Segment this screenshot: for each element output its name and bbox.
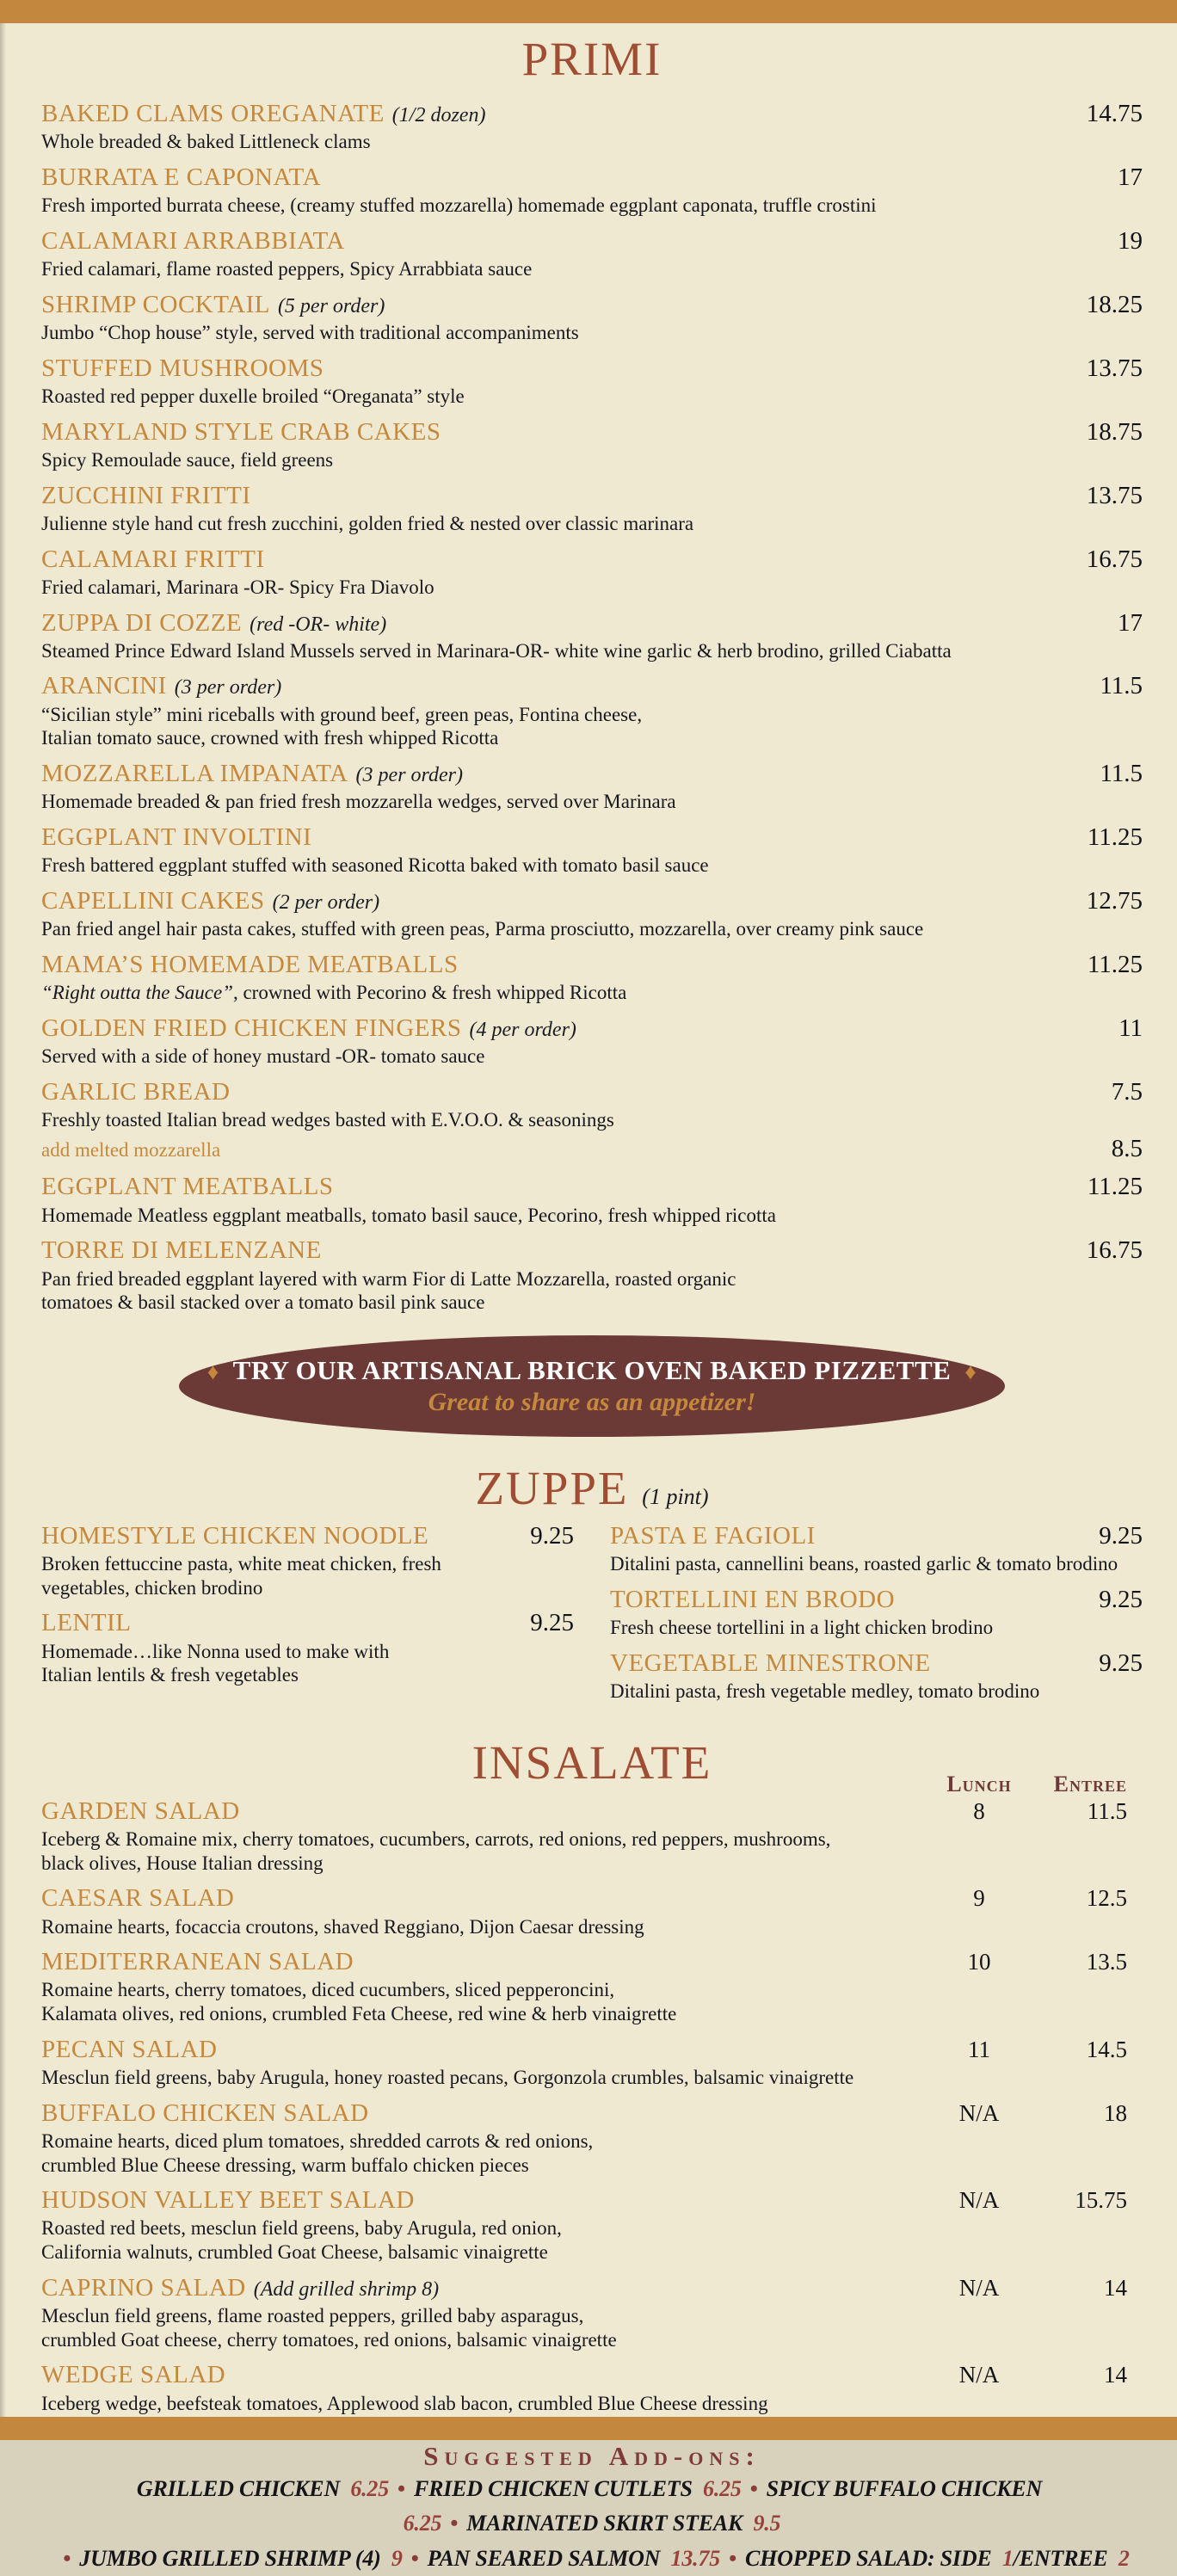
menu-item (41, 1236, 1143, 1315)
menu-item-header (41, 951, 1143, 979)
item-description: Ditalini pasta, fresh vegetable medley, tomato brodino (610, 1680, 1040, 1703)
menu-item-header (610, 1649, 1143, 1678)
salad-item (41, 2186, 1143, 2265)
menu-item (41, 291, 1143, 345)
addon-name: MARINATED SKIRT STEAK (466, 2511, 743, 2536)
menu-item (41, 100, 1143, 154)
salad-item (41, 2036, 1143, 2090)
bullet-separator: • (410, 2545, 419, 2571)
menu-item-header (41, 887, 1143, 915)
item-note: (4 per order) (469, 1018, 576, 1041)
salad-item (41, 1884, 1143, 1938)
item-name: ARANCINI (41, 672, 167, 700)
item-description: Pan fried angel hair pasta cakes, stuffed with green peas, Parma prosciutto, mozzarella, over creamy pink sauce (41, 918, 924, 940)
menu-item-header (41, 354, 1143, 383)
menu-item (41, 823, 1143, 878)
item-name: BUFFALO CHICKEN SALAD (41, 2098, 369, 2127)
diamond-icon: ♦ (964, 1359, 977, 1384)
primi-section-title: PRIMI (521, 33, 662, 85)
salad-item (41, 1797, 1143, 1876)
addon-name: CHOPPED SALAD: SIDE (744, 2545, 992, 2571)
item-addon-label: add melted mozzarella (41, 1138, 221, 1161)
menu-item (610, 1522, 1143, 1576)
addon-name: JUMBO GRILLED SHRIMP (4) (79, 2545, 381, 2571)
item-description: Pan fried breaded eggplant layered with warm Fior di Latte Mozzarella, roasted organic tomatoes & basil stacked over a tomato basil pink sauce (41, 1267, 736, 1314)
menu-item-header (41, 291, 1143, 319)
entree-price: 12.5 (1086, 1885, 1127, 1912)
banner-headline (194, 1355, 990, 1386)
item-description: Fresh imported burrata cheese, (creamy stuffed mozzarella) homemade eggplant caponata, truffle crostini (41, 194, 877, 217)
item-price: 9.25 (530, 1521, 574, 1550)
item-name: TORRE DI MELENZANE (41, 1236, 322, 1265)
item-name: HOMESTYLE CHICKEN NOODLE (41, 1521, 429, 1550)
item-price: 18.75 (1086, 417, 1143, 446)
menu-item (41, 887, 1143, 941)
zuppe-title-note: (1 pint) (642, 1483, 709, 1509)
item-price: 9.25 (530, 1609, 574, 1637)
item-name: MEDITERRANEAN SALAD (41, 1948, 354, 1976)
addon-price: 2 (1112, 2545, 1130, 2571)
item-name: GARLIC BREAD (41, 1077, 231, 1106)
item-description: Iceberg wedge, beefsteak tomatoes, Applewood slab bacon, crumbled Blue Cheese dressing (41, 2392, 768, 2414)
item-name: CAESAR SALAD (41, 1884, 235, 1913)
item-description: Julienne style hand cut fresh zucchini, golden fried & nested over classic marinara (41, 512, 694, 534)
menu-item-header (610, 1522, 1143, 1550)
menu-item (41, 1078, 1143, 1164)
item-description: Homemade breaded & pan fried fresh mozzarella wedges, served over Marinara (41, 791, 676, 813)
salad-item-header (41, 2036, 1143, 2064)
item-price: 9.25 (1099, 1649, 1143, 1677)
item-description: Ditalini pasta, cannellini beans, roasted garlic & tomato brodino (610, 1553, 1118, 1575)
item-name: GARDEN SALAD (41, 1796, 240, 1825)
item-description: Mesclun field greens, flame roasted peppers, grilled baby asparagus, crumbled Goat cheese, cherry tomatoes, red onions, balsamic vinaigrette (41, 2305, 617, 2351)
entree-price: 18 (1104, 2099, 1127, 2126)
banner-headline-text: TRY OUR ARTISANAL BRICK OVEN BAKED PIZZETTE (232, 1354, 952, 1385)
entree-price: 13.5 (1086, 1949, 1127, 1975)
entree-price: 14 (1104, 2362, 1127, 2388)
addon-price: 9 (385, 2545, 403, 2571)
item-name: CAPELLINI CAKES (41, 886, 265, 915)
item-description: Romaine hearts, cherry tomatoes, diced cucumbers, sliced pepperoncini, Kalamata olives, red onions, crumbled Feta Cheese, red wine & herb vinaigrette (41, 1979, 677, 2025)
item-price: 13.75 (1086, 354, 1143, 382)
item-description: Fried calamari, Marinara -OR- Spicy Fra Diavolo (41, 576, 434, 598)
item-description: Steamed Prince Edward Island Mussels served in Marinara-OR- white wine garlic & herb brodino, grilled Ciabatta (41, 639, 952, 662)
menu-item (41, 951, 1143, 1005)
menu-item-header (41, 227, 1143, 256)
item-price: 11.25 (1087, 1173, 1143, 1201)
item-price: 9.25 (1099, 1521, 1143, 1550)
item-description: Fried calamari, flame roasted peppers, Spicy Arrabbiata sauce (41, 258, 533, 280)
item-name: HUDSON VALLEY BEET SALAD (41, 2186, 415, 2215)
item-note: (5 per order) (277, 294, 385, 317)
zuppe-right-column (610, 1522, 1143, 1713)
addon-name: /ENTREE (1013, 2545, 1108, 2571)
insalate-header (41, 1735, 1143, 1797)
item-description: Broken fettuccine pasta, white meat chicken, fresh vegetables, chicken brodino (41, 1553, 441, 1599)
menu-item (41, 1522, 574, 1600)
menu-item (41, 760, 1143, 814)
item-price: 11.25 (1087, 950, 1143, 978)
menu-item (41, 672, 1143, 750)
item-price: 16.75 (1086, 545, 1143, 573)
item-note: (3 per order) (355, 763, 463, 786)
menu-item-header (41, 1609, 574, 1637)
item-price: 16.75 (1086, 1236, 1143, 1265)
item-price: 11.5 (1100, 759, 1143, 787)
menu-item-header (41, 823, 1143, 852)
addon-price: 1 (996, 2545, 1014, 2571)
item-name: EGGPLANT INVOLTINI (41, 823, 312, 851)
lunch-price: N/A (958, 2187, 1000, 2214)
item-price: 9.25 (1099, 1585, 1143, 1613)
menu-item-header (41, 163, 1143, 192)
item-name: GOLDEN FRIED CHICKEN FINGERS (41, 1014, 462, 1042)
item-name: BAKED CLAMS OREGANATE (41, 100, 385, 127)
bullet-separator: • (749, 2476, 758, 2502)
menu-item-header (41, 1078, 1143, 1106)
item-description: Romaine hearts, diced plum tomatoes, shredded carrots & red onions, crumbled Blue Cheese dressing, warm buffalo chicken pieces (41, 2129, 594, 2176)
lunch-price: 8 (973, 1797, 985, 1824)
salad-item-header (41, 1948, 1143, 1976)
menu-item (610, 1649, 1143, 1704)
primi-item-list (41, 100, 1143, 1315)
item-price: 13.75 (1086, 481, 1143, 509)
bullet-separator: • (729, 2545, 736, 2571)
menu-item (41, 482, 1143, 536)
item-name: MOZZARELLA IMPANATA (41, 759, 348, 787)
insalate-section-title: INSALATE (471, 1735, 712, 1789)
item-price: 17 (1118, 163, 1143, 191)
item-description: Spicy Remoulade sauce, field greens (41, 449, 334, 471)
item-name: WEDGE SALAD (41, 2361, 226, 2389)
menu-item-header (41, 609, 1143, 638)
item-name: CALAMARI ARRABBIATA (41, 226, 345, 255)
item-description: Roasted red beets, mesclun field greens, baby Arugula, red onion, California walnuts, crumbled Goat Cheese, balsamic vinaigrette (41, 2217, 562, 2264)
menu-item (41, 609, 1143, 663)
top-border-bar (0, 0, 1177, 23)
zuppe-left-column (41, 1522, 574, 1713)
addon-price: 6.25 (403, 2511, 442, 2536)
item-description: “Right outta the Sauce”, crowned with Pecorino & fresh whipped Ricotta (41, 982, 627, 1004)
zuppe-section-title (41, 1461, 1143, 1515)
bullet-separator: • (450, 2511, 459, 2536)
entree-price: 15.75 (1075, 2187, 1127, 2214)
menu-item (41, 1609, 574, 1687)
menu-item-header (41, 418, 1143, 447)
item-name: ZUPPA DI COZZE (41, 608, 243, 637)
item-name: VEGETABLE MINESTRONE (610, 1649, 931, 1677)
item-price: 7.5 (1111, 1077, 1143, 1106)
entree-column-header: Entree (1053, 1771, 1127, 1796)
addons-title: Suggested Add-ons: (423, 2441, 761, 2472)
lunch-column-header: Lunch (946, 1771, 1012, 1796)
item-name: BURRATA E CAPONATA (41, 163, 322, 191)
addon-name: FRIED CHICKEN CUTLETS (413, 2476, 693, 2502)
item-description: Fresh cheese tortellini in a light chicken brodino (610, 1617, 994, 1639)
addon-name: GRILLED CHICKEN (136, 2476, 341, 2502)
lunch-price: N/A (958, 2274, 1000, 2301)
item-price: 19 (1118, 226, 1143, 255)
salad-item-header (41, 2186, 1143, 2215)
menu-item-header (41, 545, 1143, 574)
salad-item-header (41, 2274, 1143, 2302)
item-name: SHRIMP COCKTAIL (41, 290, 270, 318)
menu-item-header (41, 1236, 1143, 1265)
bottom-border-bar (0, 2417, 1177, 2440)
lunch-price: 10 (967, 1949, 991, 1975)
item-description: Homemade…like Nonna used to make with Italian lentils & fresh vegetables (41, 1640, 390, 1686)
item-name: STUFFED MUSHROOMS (41, 354, 324, 382)
addon-price: 6.25 (697, 2476, 742, 2502)
salad-item-header (41, 1884, 1143, 1913)
item-name: MARYLAND STYLE CRAB CAKES (41, 417, 441, 446)
menu-item-header (41, 672, 1143, 700)
item-name: EGGPLANT MEATBALLS (41, 1173, 334, 1201)
addon-name: PAN SEARED SALMON (427, 2545, 661, 2571)
salad-item-header (41, 1797, 1143, 1826)
addon-price: 6.25 (345, 2476, 390, 2502)
item-note: (3 per order) (174, 676, 282, 699)
item-name: TORTELLINI EN BRODO (610, 1585, 896, 1613)
item-description: Mesclun field greens, baby Arugula, honey roasted pecans, Gorgonzola crumbles, balsamic vinaigrette (41, 2067, 854, 2089)
item-name: PASTA E FAGIOLI (610, 1521, 816, 1550)
salad-item (41, 2274, 1143, 2352)
menu-item (41, 545, 1143, 600)
menu-item-header (41, 1014, 1143, 1043)
bullet-separator: • (397, 2476, 405, 2502)
item-note: (2 per order) (272, 891, 380, 914)
salad-item-header (41, 2099, 1143, 2128)
item-description: Roasted red pepper duxelle broiled “Oreganata” style (41, 385, 465, 408)
item-price: 18.25 (1086, 290, 1143, 318)
lunch-price: N/A (958, 2099, 1000, 2126)
item-price: 14.75 (1086, 100, 1143, 127)
menu-item (610, 1586, 1143, 1640)
lunch-price: 9 (973, 1885, 985, 1912)
salad-item (41, 2099, 1143, 2178)
item-note: (1/2 dozen) (391, 104, 486, 126)
salad-item (41, 1948, 1143, 2026)
menu-item-header (41, 1522, 574, 1550)
item-name: CALAMARI FRITTI (41, 545, 265, 573)
addon-price: 9.5 (748, 2511, 781, 2536)
menu-content (41, 23, 1143, 2576)
item-name: PECAN SALAD (41, 2035, 218, 2063)
entree-price: 14.5 (1086, 2036, 1127, 2062)
item-name: LENTIL (41, 1609, 132, 1637)
lunch-price: N/A (958, 2362, 1000, 2388)
pizzette-banner (179, 1335, 1005, 1437)
item-description: Freshly toasted Italian bread wedges basted with E.V.O.O. & seasonings (41, 1109, 614, 1131)
item-price: 12.75 (1086, 886, 1143, 915)
addon-price: 13.75 (665, 2545, 721, 2571)
insalate-item-list (41, 1797, 1143, 2415)
salad-item-header (41, 2361, 1143, 2389)
menu-item-header (610, 1586, 1143, 1614)
item-description: “Sicilian style” mini riceballs with ground beef, green peas, Fontina cheese, Italian tomato sauce, crowned with fresh whipped Ricotta (41, 703, 643, 749)
menu-item (41, 163, 1143, 218)
item-name: CAPRINO SALAD (41, 2273, 246, 2302)
menu-item (41, 354, 1143, 409)
menu-item (41, 1173, 1143, 1227)
item-description: Homemade Meatless eggplant meatballs, tomato basil sauce, Pecorino, fresh whipped ricotta (41, 1204, 776, 1226)
banner-subline: Great to share as an appetizer! (428, 1387, 756, 1416)
item-description-italic: “Right outta the Sauce” (41, 982, 233, 1004)
item-addon-price: 8.5 (1111, 1134, 1143, 1162)
menu-item-header (41, 1173, 1143, 1201)
suggested-addons (41, 2441, 1143, 2576)
addons-line-1 (41, 2472, 1143, 2542)
menu-item (41, 418, 1143, 472)
item-price: 11.5 (1100, 672, 1143, 700)
salad-item (41, 2361, 1143, 2415)
item-description: Fresh battered eggplant stuffed with seasoned Ricotta baked with tomato basil sauce (41, 854, 709, 877)
diamond-icon: ♦ (206, 1359, 219, 1384)
addons-line-2 (41, 2542, 1143, 2576)
item-price: 17 (1118, 608, 1143, 637)
item-name: ZUCCHINI FRITTI (41, 481, 251, 509)
entree-price: 14 (1104, 2274, 1127, 2301)
item-addon-row (41, 1134, 1143, 1164)
menu-item-header (41, 100, 1143, 128)
entree-price: 11.5 (1087, 1797, 1127, 1824)
item-note: (Add grilled shrimp 8) (253, 2277, 440, 2301)
menu-item (41, 1014, 1143, 1069)
zuppe-title-text: ZUPPE (475, 1461, 629, 1514)
item-description: Served with a side of honey mustard -OR- tomato sauce (41, 1045, 485, 1068)
item-description: Jumbo “Chop house” style, served with traditional accompaniments (41, 322, 579, 344)
item-price: 11 (1118, 1014, 1143, 1042)
bullet-separator: • (63, 2545, 71, 2571)
addon-name: SPICY BUFFALO CHICKEN (766, 2476, 1043, 2502)
menu-item-header (41, 482, 1143, 510)
item-description: Whole breaded & baked Littleneck clams (41, 131, 371, 153)
item-note: (red -OR- white) (250, 613, 387, 636)
item-description: Romaine hearts, focaccia croutons, shaved Reggiano, Dijon Caesar dressing (41, 1915, 644, 1938)
item-name: MAMA’S HOMEMADE MEATBALLS (41, 950, 459, 978)
zuppe-grid (41, 1522, 1143, 1713)
item-description: Iceberg & Romaine mix, cherry tomatoes, cucumbers, carrots, red onions, red peppers, mushrooms, black olives, House Italian dressing (41, 1828, 831, 1874)
menu-item (41, 227, 1143, 281)
item-price: 11.25 (1087, 823, 1143, 851)
menu-item-header (41, 760, 1143, 788)
lunch-price: 11 (968, 2036, 990, 2062)
